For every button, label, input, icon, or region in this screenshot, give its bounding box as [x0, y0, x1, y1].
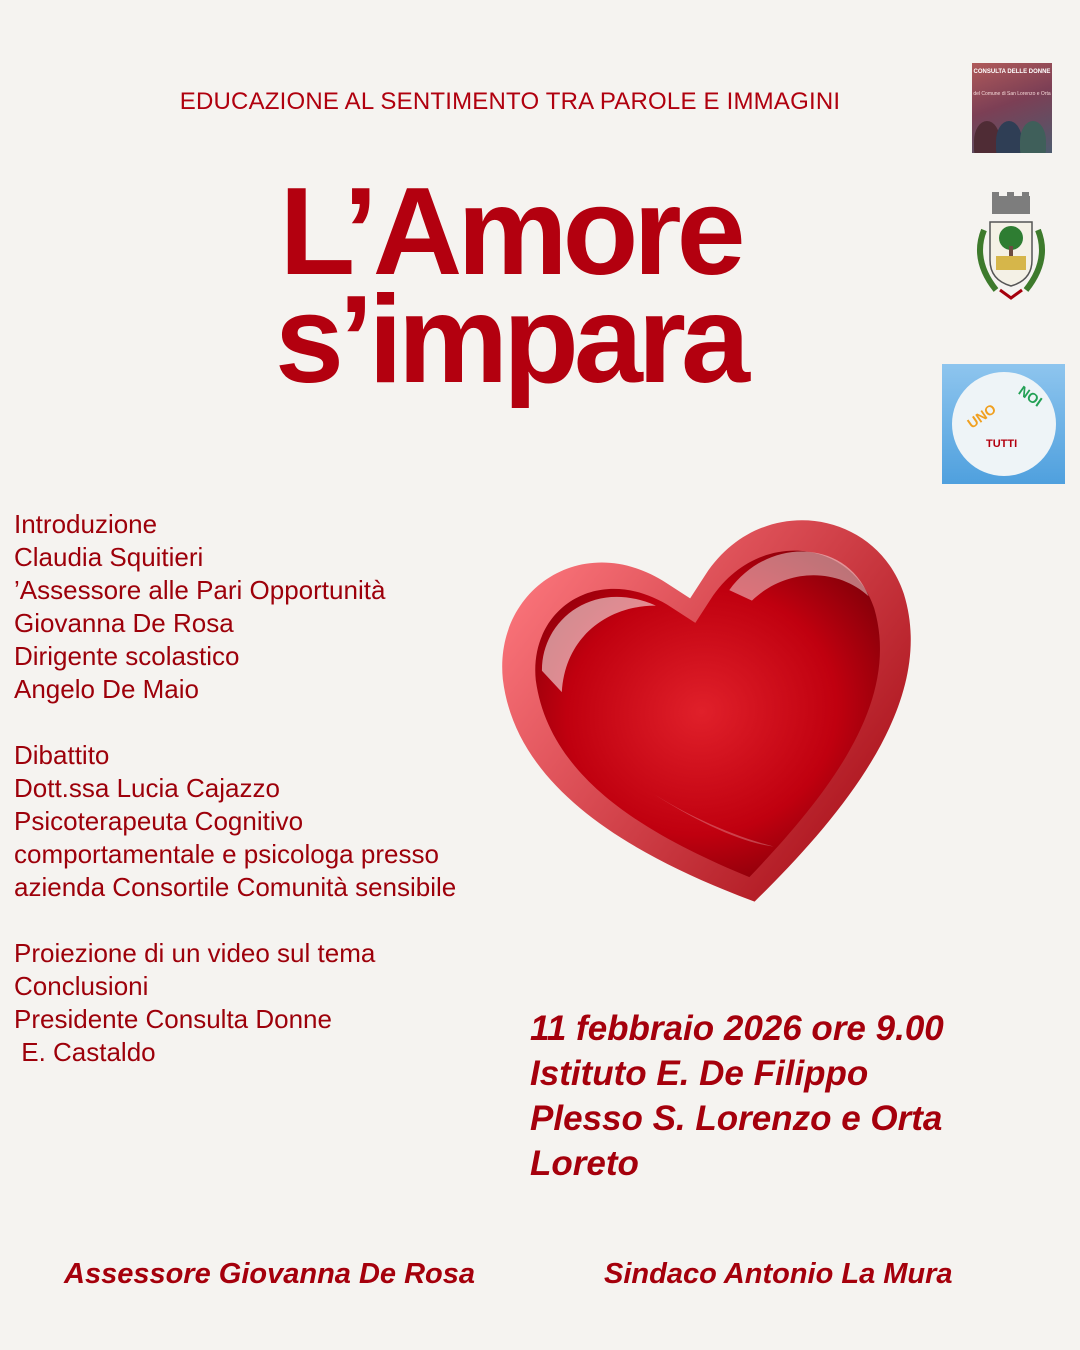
event-details — [530, 1006, 1050, 1186]
program-line: Conclusioni — [14, 971, 149, 1001]
program-line: Psicoterapeuta Cognitivo — [14, 806, 304, 836]
program-line: Introduzione — [14, 509, 158, 539]
program-line: Dirigente scolastico — [14, 641, 240, 671]
school-logo — [942, 364, 1065, 484]
program-line: Presidente Consulta Donne — [14, 1004, 332, 1034]
signature-assessore: Assessore Giovanna De Rosa — [64, 1258, 476, 1290]
program-spacer — [14, 706, 534, 739]
consulta-donne-logo — [972, 63, 1052, 153]
school-logo-tutti: TUTTI — [986, 438, 1018, 450]
consulta-logo-header: CONSULTA DELLE DONNE — [973, 69, 1051, 75]
title-line-1: L’Amore — [279, 163, 741, 301]
consulta-logo-sub: del Comune di San Lorenzo e Orta — [973, 91, 1051, 97]
program-line: Proiezione di un video sul tema — [14, 938, 376, 968]
event-venue: Istituto E. De Filippo — [530, 1054, 869, 1093]
program-list — [14, 508, 534, 1069]
program-line: ’Assessore alle Pari Opportunità — [14, 575, 386, 605]
program-line: Giovanna De Rosa — [14, 608, 234, 638]
coat-of-arms-icon — [966, 190, 1056, 310]
program-line: comportamentale e psicologa presso — [14, 839, 439, 869]
signature-sindaco: Sindaco Antonio La Mura — [604, 1258, 953, 1290]
event-venue: Plesso S. Lorenzo e Orta — [530, 1099, 943, 1138]
program-line: Angelo De Maio — [14, 674, 199, 704]
program-spacer — [14, 904, 534, 937]
program-line: Dott.ssa Lucia Cajazzo — [14, 773, 280, 803]
program-line: azienda Consortile Comunità sensibile — [14, 872, 457, 902]
school-logo-noi: NOI — [1015, 382, 1046, 410]
school-logo-uno: UNO — [964, 400, 999, 432]
event-subtitle: EDUCAZIONE AL SENTIMENTO TRA PAROLE E IMMAGINI — [179, 88, 841, 115]
program-line: E. Castaldo — [14, 1037, 156, 1067]
event-date: 11 febbraio 2026 ore 9.00 — [530, 1009, 944, 1048]
title-line-2: s’impara — [274, 271, 746, 409]
event-title — [210, 163, 810, 409]
heart-icon — [482, 476, 944, 936]
program-line: Dibattito — [14, 740, 110, 770]
program-line: Claudia Squitieri — [14, 542, 204, 572]
event-venue: Loreto — [530, 1144, 639, 1183]
